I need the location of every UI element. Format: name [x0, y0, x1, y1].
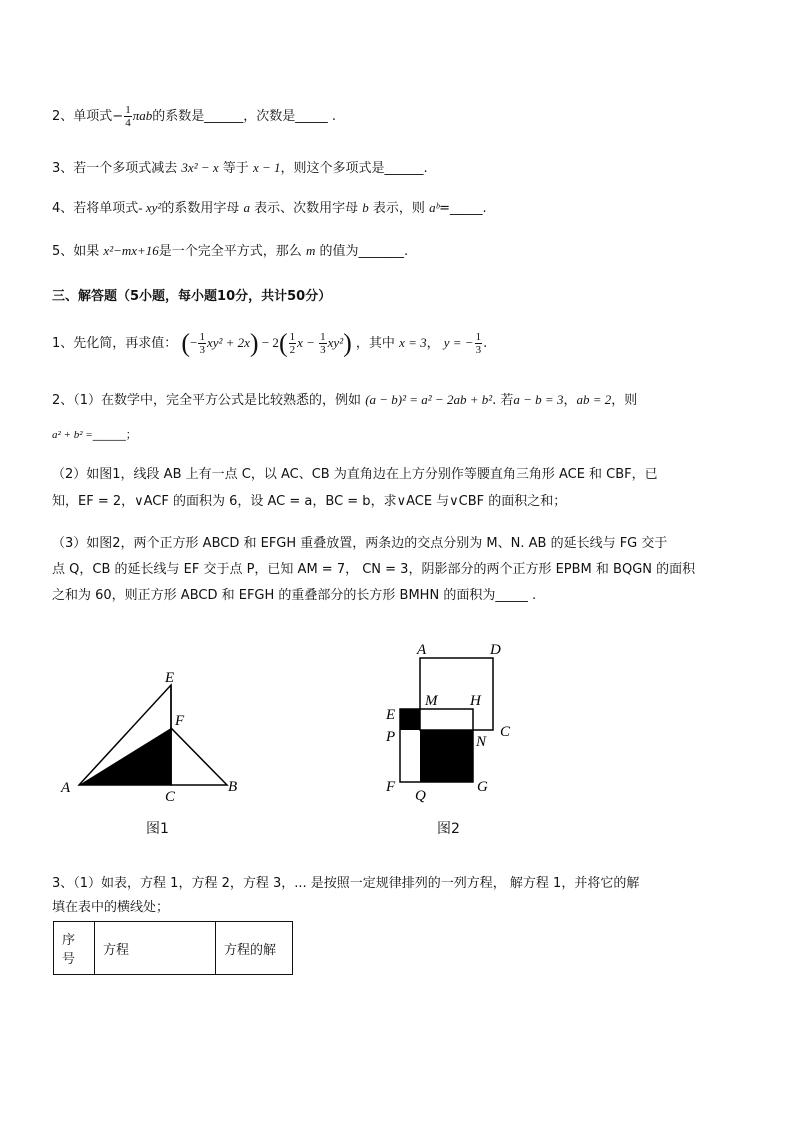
- p1-prefix: 1、先化简，再求值：: [52, 336, 178, 351]
- q2-variable: πab: [132, 108, 153, 123]
- section-title: 三、解答题（5小题，每小题10分，共计50分）: [52, 289, 332, 304]
- q5-blank[interactable]: _______: [358, 244, 404, 259]
- fig2-shaded-epbm: [400, 709, 420, 730]
- fig2-label-b: B: [410, 735, 419, 750]
- p2-line1: [52, 391, 637, 410]
- q2-mid2: ，次数是: [243, 109, 296, 124]
- q5-m: m: [305, 243, 316, 258]
- p1-frac-b-num: 1: [289, 331, 296, 343]
- table-header-equation: 方程: [95, 922, 216, 975]
- p2-ask-line: [52, 426, 137, 444]
- p2-sep: ，: [563, 393, 577, 408]
- p2-cond2: ab = 2: [576, 392, 612, 407]
- q3-prefix: 3、若一个多项式减去: [52, 161, 178, 176]
- p1-term-a: xy² + 2x: [206, 335, 250, 350]
- fig1-shaded-triangle: [79, 728, 171, 785]
- q2-end: .: [331, 109, 337, 124]
- p2-formula: (a − b)² = a² − 2ab + b²: [365, 392, 493, 407]
- question-2: [52, 104, 336, 129]
- p1-suffix: ，其中: [355, 336, 395, 351]
- q2-fraction: [124, 104, 132, 129]
- p1-x-value: x = 3: [399, 335, 427, 350]
- p2-part3c: 之和为 60，则正方形 ABCD 和 EFGH 的重叠部分的长方形 BMHN 的面积为: [52, 588, 496, 603]
- p2-line1-text: 2、（1）在数学中，完全平方公式是比较熟悉的，例如: [52, 393, 362, 408]
- p1-frac-c-den: 3: [320, 344, 326, 356]
- p1-y-value: y = −: [443, 335, 474, 350]
- p2-blank[interactable]: ______: [92, 428, 126, 441]
- q4-expr: - xy²: [138, 200, 162, 215]
- fig1-label-a: A: [61, 780, 71, 796]
- p1-neg: −: [190, 335, 198, 350]
- q4-mid: 的系数用字母: [161, 201, 240, 216]
- fig2-label-c: C: [500, 724, 511, 740]
- q3-end: .: [423, 161, 428, 176]
- q2-neg: −: [112, 109, 124, 124]
- p1-paren-close: ): [249, 328, 259, 358]
- p1-frac-c-num: 1: [320, 331, 326, 343]
- q4-b: b: [362, 200, 369, 215]
- q4-blank[interactable]: _____: [449, 201, 483, 216]
- fig2-label-n: N: [476, 734, 487, 750]
- q3-mid: 等于: [222, 161, 249, 176]
- p1-y-frac-den: 3: [475, 344, 482, 356]
- p2-blank3[interactable]: _____: [495, 588, 528, 603]
- q3-blank[interactable]: ______: [384, 161, 424, 176]
- fig1-label-f: F: [175, 713, 185, 729]
- p1-frac-c: [319, 331, 327, 356]
- fig2-label-g: G: [477, 779, 488, 795]
- p1-term-c: xy²: [327, 335, 344, 350]
- fig1-label-b: B: [228, 779, 238, 795]
- table-header-row: [54, 922, 293, 975]
- q5-mid: 是一个完全平方式，那么: [158, 244, 302, 259]
- equations-table: [53, 921, 293, 975]
- fig1-triangle-cbf: [171, 728, 227, 785]
- q3-mid2: ，则这个多项式是: [280, 161, 385, 176]
- problem-1: 1、先化简，再求值： (− $\frac{1}{3}$ xy² + 2x) − 2( $\frac{1}{2}$ x − $\frac{1}{3}$ xy²) ，其中 x = 3， y = − $\frac{1}{3}$ .: [52, 328, 488, 358]
- q2-mid: 的系数是: [152, 109, 205, 124]
- p3-line2: 填在表中的横线处；: [52, 900, 170, 915]
- p1-frac-b-den: 2: [289, 344, 296, 356]
- p2-part3b: 点 Q，CB 的延长线与 EF 交于点 P，已知 AM = 7， CN = 3，阴影部分的两个正方形 EPBM 和 BQGN 的面积: [52, 562, 696, 577]
- q2-prefix: 2、单项式: [52, 109, 113, 124]
- fig1-label-e: E: [165, 670, 175, 686]
- p2-part3a: （3）如图2，两个正方形 ABCD 和 EFGH 重叠放置，两条边的交点分别为 M、N. AB 的延长线与 FG 交于: [52, 536, 668, 551]
- p1-frac-a-den: 3: [199, 344, 205, 356]
- p2-line1b: . 若: [492, 393, 514, 408]
- p1-y-frac-num: 1: [475, 331, 482, 343]
- q5-expr: x²−mx+16: [103, 243, 159, 258]
- fig2-shaded-bqgn: [420, 730, 473, 782]
- p1-paren2-close: ): [343, 328, 352, 358]
- fig1-label-c: C: [165, 789, 176, 805]
- q5-prefix: 5、如果: [52, 244, 100, 259]
- p2-line1c: ，则: [611, 393, 638, 408]
- table-header-index: 序号: [54, 922, 95, 975]
- table-header-solution: 方程的解: [216, 922, 293, 975]
- figure-1: [55, 660, 255, 810]
- p1-frac-b: [289, 331, 297, 356]
- p2-semi: ；: [125, 428, 137, 441]
- p1-y-frac: [475, 331, 483, 356]
- figure-2: [380, 638, 530, 803]
- p2-end3: .: [531, 588, 537, 603]
- fig2-label-m: M: [425, 693, 438, 709]
- question-4: [52, 199, 487, 218]
- p2-part3c-line: [52, 587, 536, 605]
- q2-blank-1[interactable]: ______: [204, 109, 244, 124]
- figure-2-caption: 图2: [437, 821, 460, 837]
- fig2-label-d: D: [490, 642, 501, 658]
- q5-mid2: 的值为: [319, 244, 359, 259]
- question-3: [52, 159, 428, 178]
- p3-line1: 3、（1）如表，方程 1，方程 2，方程 3，... 是按照一定规律排列的一列方程， 解方程 1，并将它的解: [52, 876, 640, 891]
- fig2-label-h: H: [470, 693, 481, 709]
- q5-end: .: [404, 244, 409, 259]
- q2-blank-2[interactable]: _____: [295, 109, 328, 124]
- fig2-label-a: A: [417, 642, 427, 658]
- q4-mid3: 表示，则: [372, 201, 425, 216]
- p2-cond1: a − b = 3: [513, 392, 564, 407]
- p1-term-b: x −: [297, 335, 319, 350]
- p2-ask: a² + b² =: [52, 429, 93, 441]
- q3-expr: 3x² − x: [181, 160, 219, 175]
- fig2-label-f: F: [386, 779, 396, 795]
- fig2-label-p: P: [386, 729, 396, 745]
- q4-ab: aᵇ: [429, 200, 440, 215]
- p1-end: .: [483, 336, 488, 351]
- p2-part2b: 知，EF = 2，∨ACF 的面积为 6，设 AC = a，BC = b，求∨ACE 与∨CBF 的面积之和；: [52, 494, 567, 509]
- p1-minus-two: − 2: [258, 335, 279, 350]
- q4-a: a: [243, 200, 250, 215]
- q2-fraction-den: 4: [125, 117, 131, 129]
- q4-eq: =: [439, 201, 450, 216]
- q4-prefix: 4、若将单项式: [52, 201, 139, 216]
- p1-paren-open: (: [181, 328, 191, 358]
- q3-expr2: x − 1: [252, 160, 281, 175]
- q2-fraction-num: 1: [125, 104, 131, 116]
- figure-1-caption: 图1: [146, 821, 169, 837]
- q4-mid2: 表示、次数用字母: [254, 201, 359, 216]
- p2-part2a: （2）如图1，线段 AB 上有一点 C，以 AC、CB 为直角边在上方分别作等腰直角三角形 ACE 和 CBF，已: [52, 467, 658, 482]
- fig2-label-e: E: [386, 707, 396, 723]
- p1-frac-a-num: 1: [199, 331, 205, 343]
- q4-end: .: [482, 201, 487, 216]
- fig2-label-q: Q: [415, 788, 426, 803]
- question-5: [52, 242, 408, 261]
- p1-frac-a: [198, 331, 206, 356]
- p1-paren2-open: (: [278, 328, 288, 358]
